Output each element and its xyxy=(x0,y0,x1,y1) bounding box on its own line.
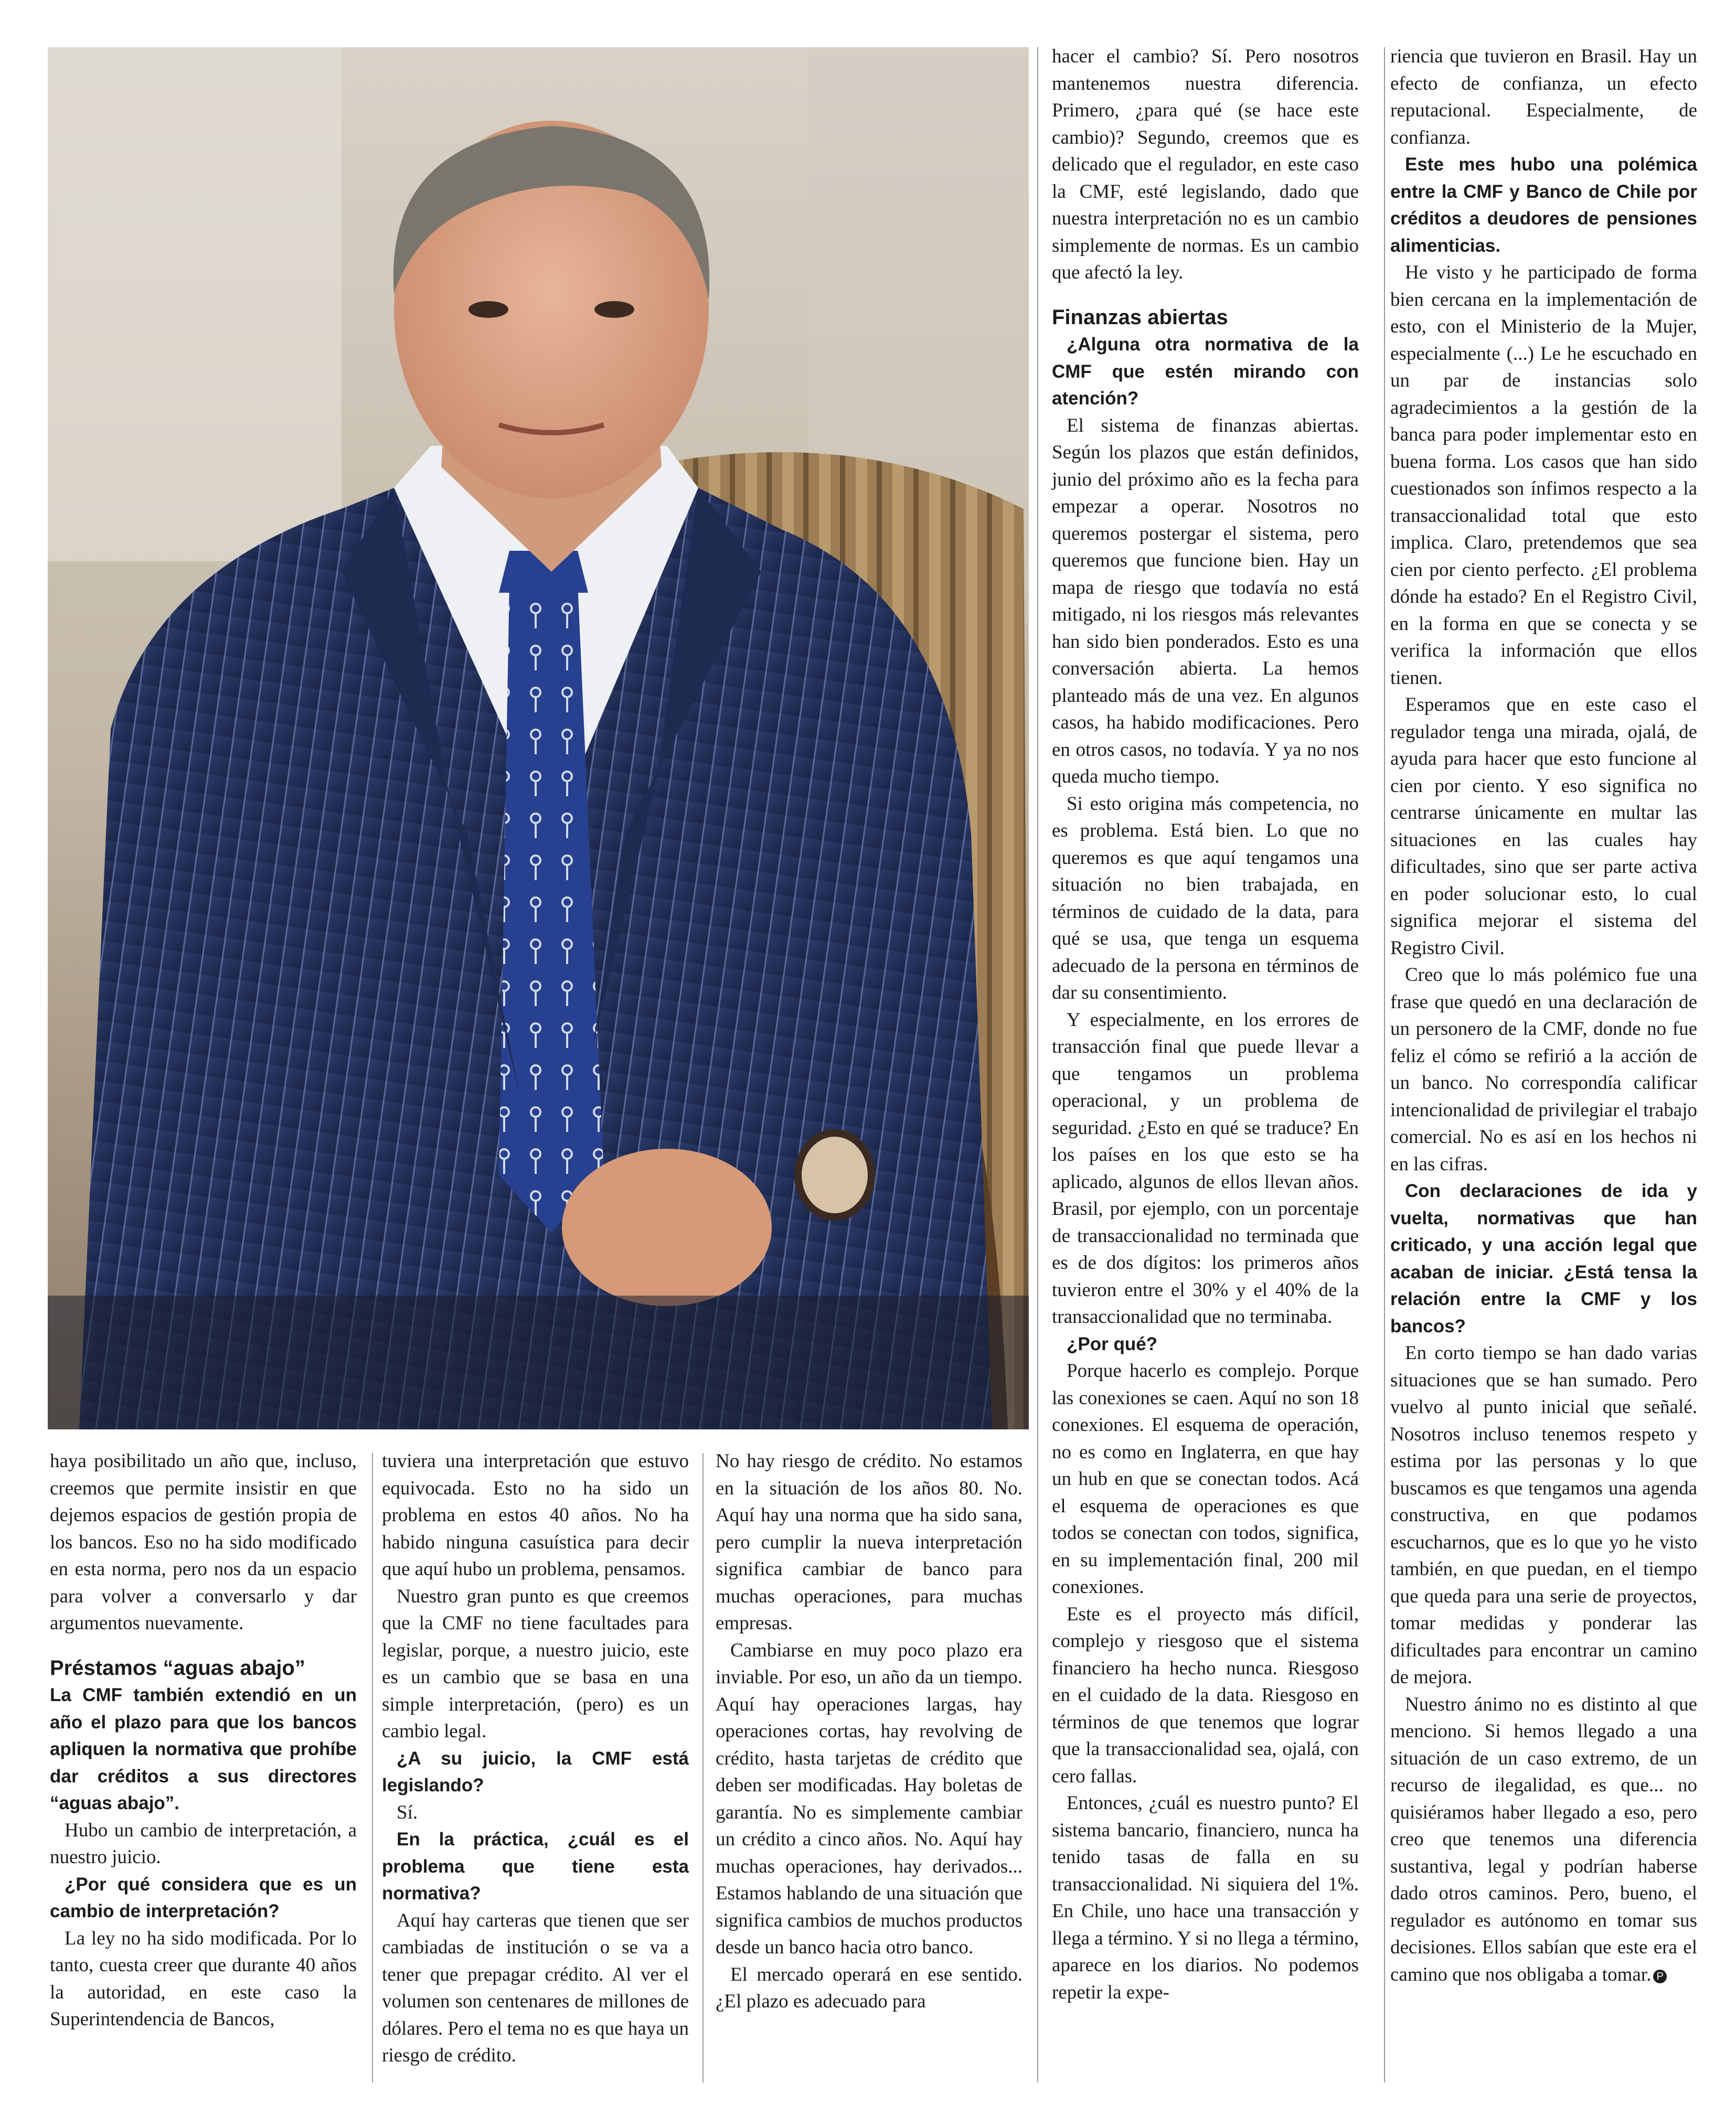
paragraph: Este es el proyecto más difícil, complejo y riesgoso que el sistema financiero ha hecho nunca. Riesgoso en el cuidado de la data. Riesgoso en términos de que tenemos que lograr que la transaccionalidad sea, ojalá, con cero fallas. xyxy=(1052,1603,1359,1787)
article-column-right-1 xyxy=(1052,43,1359,2006)
paragraph: No hay riesgo de crédito. No estamos en la situación de los años 80. No. Aquí hay una norma que ha sido sana, pero cumplir la nueva interpretación significa cambiar de banco para muchas operaciones, para muchas empresas. xyxy=(716,1450,1023,1634)
portrait-photo xyxy=(48,47,1029,1429)
section-heading: Préstamos “aguas abajo” xyxy=(50,1656,305,1680)
paragraph: hacer el cambio? Sí. Pero nosotros mantenemos nuestra diferencia. Primero, ¿para qué (se hace este cambio)? Segundo, creemos que es delicado que el regulador, en este caso la CMF, esté legislando, dado que nuestra interpretación no es un cambio simplemente de normas. Es un cambio que afectó la ley. xyxy=(1052,46,1359,283)
interview-question: ¿Por qué? xyxy=(1067,1333,1158,1354)
paragraph: Si esto origina más competencia, no es problema. Está bien. Lo que no queremos es que aquí tengamos una situación no bien trabajada, en términos de cuidado de la data, para qué se usa, que tenga un esquema adecuado de la persona en términos de dar su consentimiento. xyxy=(1052,793,1359,1003)
column-rule-3 xyxy=(1037,47,1038,2082)
column-rule-2 xyxy=(702,1453,704,2082)
interview-question: Este mes hubo una polémica entre la CMF y Banco de Chile por créditos a deudores de pensiones alimenticias. xyxy=(1390,154,1697,256)
paragraph: haya posibilitado un año que, incluso, creemos que permite insistir en que dejemos espacios de gestión propia de los bancos. Eso no ha sido modificado en esta norma, pero nos da un espacio para volver a conversarlo y dar argumentos nuevamente. xyxy=(50,1450,357,1634)
section-heading: Finanzas abiertas xyxy=(1052,305,1228,329)
paragraph: Esperamos que en este caso el regulador tenga una mirada, ojalá, de ayuda para hacer que esto funcione al cien por ciento. Y eso significa no centrarse únicamente en multar las situaciones en las cuales hay dificultades, sino que ser parte activa en poder solucionar esto, lo cual significa mejorar el sistema del Registro Civil. xyxy=(1390,694,1697,959)
interview-question: ¿A su juicio, la CMF está legislando? xyxy=(382,1748,689,1796)
portrait-illustration xyxy=(48,47,1029,1429)
paragraph: He visto y he participado de forma bien cercana en la implementación de esto, con el Ministerio de la Mujer, especialmente (...) Le he escuchado en un par de instancias solo agradecimientos a la gestión de la banca para poder implementar esto en buena forma. Los casos que han sido cuestionados son ínfimos respecto a la transaccionalidad total que esto implica. Claro, pretendemos que sea cien por ciento perfecto. ¿El problema dónde ha estado? En el Registro Civil, en la forma en que se conecta y se verifica la información que ellos tienen. xyxy=(1390,262,1697,689)
paragraph: La ley no ha sido modificada. Por lo tanto, cuesta creer que durante 40 años la autoridad, en este caso la Superintendencia de Bancos, xyxy=(50,1927,357,2030)
column-rule-1 xyxy=(372,1453,373,2082)
paragraph: tuviera una interpretación que estuvo equivocada. Esto no ha sido un problema en estos 40 años. No ha habido ninguna casuística para decir que aquí hubo un problema, pensamos. xyxy=(382,1450,689,1580)
paragraph: Sí. xyxy=(397,1801,418,1823)
interview-question: ¿Alguna otra normativa de la CMF que estén mirando con atención? xyxy=(1052,334,1359,409)
interview-question: ¿Por qué considera que es un cambio de interpretación? xyxy=(50,1874,357,1921)
paragraph: Y especialmente, en los errores de transacción final que puede llevar a que tengamos un problema operacional, y un problema de seguridad. ¿Esto en qué se traduce? En los países en los que esto se ha aplicado, algunos de ellos llevan años. Brasil, por ejemplo, con un porcentaje de transaccionalidad no terminada que es de dos dígitos: los primeros años tuvieron entre el 30% y el 40% de la transaccionalidad que no terminaba. xyxy=(1052,1009,1359,1328)
article-column-bottom-3 xyxy=(716,1448,1023,2015)
interview-question: Con declaraciones de ida y vuelta, normativas que han criticado, y una acción legal que acaban de iniciar. ¿Está tensa la relación entre la CMF y los bancos? xyxy=(1390,1181,1697,1337)
paragraph: Nuestro gran punto es que creemos que la CMF no tiene facultades para legislar, porque, a nuestro juicio, este es un cambio que se basa en una simple interpretación, (pero) es un cambio legal. xyxy=(382,1585,689,1742)
paragraph: El mercado operará en ese sentido. ¿El plazo es adecuado para xyxy=(716,1963,1023,2012)
paragraph: Cambiarse en muy poco plazo era inviable. Por eso, un año da un tiempo. Aquí hay operaciones largas, hay operaciones cortas, hay revolving de crédito, hasta tarjetas de crédito que deben ser modificadas. Hay boletas de garantía. No es simplemente cambiar un crédito a cinco años. No. Aquí hay muchas operaciones, hay derivados... Estamos hablando de una situación que significa cambios de muchos productos desde un banco hacia otro banco. xyxy=(716,1639,1023,1958)
article-column-right-2 xyxy=(1390,43,1697,1988)
paragraph: Entonces, ¿cuál es nuestro punto? El sistema bancario, financiero, nunca ha tenido tasas de falla en su transaccionalidad. Ni siquiera del 1%. En Chile, uno hace una transacción y llega a término. Y si no llega a término, aparece en los diarios. No podemos repetir la expe- xyxy=(1052,1792,1359,2003)
interview-question: La CMF también extendió en un año el plazo para que los bancos apliquen la normativa que prohíbe dar créditos a sus directores “aguas abajo”. xyxy=(50,1685,357,1813)
paragraph: Hubo un cambio de interpretación, a nuestro juicio. xyxy=(50,1819,357,1868)
article-column-bottom-1 xyxy=(50,1448,357,2033)
paragraph: En corto tiempo se han dado varias situaciones que se han sumado. Pero vuelvo al punto inicial que señalé. Nosotros incluso tenemos respeto y estima por las personas y lo que buscamos es que tengamos una agenda constructiva, en que podamos escucharnos, que es lo que yo he visto también, en que puedan, en el tiempo que queda para una serie de proyectos, tomar medidas y ponderar las dificultades para encontrar un camino de mejora. xyxy=(1390,1342,1697,1688)
interview-question: En la práctica, ¿cuál es el problema que tiene esta normativa? xyxy=(382,1829,689,1904)
article-column-bottom-2 xyxy=(382,1448,689,2069)
paragraph: riencia que tuvieron en Brasil. Hay un efecto de confianza, un efecto reputacional. Especialmente, de confianza. xyxy=(1390,46,1697,148)
column-rule-4 xyxy=(1384,47,1385,2082)
paragraph: Creo que lo más polémico fue una frase que quedó en una declaración de un personero de la CMF, donde no fue feliz el cómo se refirió a la acción de un banco. No correspondía calificar intencionalidad de privilegiar el trabajo comercial. No es así en los hechos ni en las cifras. xyxy=(1390,964,1697,1175)
paragraph: Porque hacerlo es complejo. Porque las conexiones se caen. Aquí no son 18 conexiones. El esquema de operación, no es como en Inglaterra, en que hay un hub en que se conectan todos. Acá el esquema de operaciones es que todos se conectan con todos, significa, en su implementación final, 200 mil conexiones. xyxy=(1052,1360,1359,1598)
end-of-article-icon: P xyxy=(1653,1970,1667,1983)
paragraph: Nuestro ánimo no es distinto al que menciono. Si hemos llegado a una situación de un caso extremo, de un recurso de ilegalidad, es que... no quisiéramos haber llegado a eso, pero creo que tenemos una diferencia sustantiva, legal y podrían haberse dado otros caminos. Pero, bueno, el regulador es autónomo en tomar sus decisiones. Ellos sabían que este era el camino que nos obligaba a tomar. P xyxy=(1390,1693,1697,1985)
paragraph: Aquí hay carteras que tienen que ser cambiadas de institución o se va a tener que prepagar crédito. Al ver el volumen son centenares de millones de dólares. Pero el tema no es que haya un riesgo de crédito. xyxy=(382,1909,689,2066)
paragraph: El sistema de finanzas abiertas. Según los plazos que están definidos, junio del próximo año es la fecha para empezar a operar. Nosotros no queremos postergar el sistema, pero queremos que funcione bien. Hay un mapa de riesgo que todavía no está mitigado, ni los riesgos más relevantes han sido bien ponderados. Esto es una conversación abierta. La hemos planteado más de una vez. En algunos casos, ha habido modificaciones. Pero en otros casos, no todavía. Y ya no nos queda mucho tiempo. xyxy=(1052,414,1359,787)
